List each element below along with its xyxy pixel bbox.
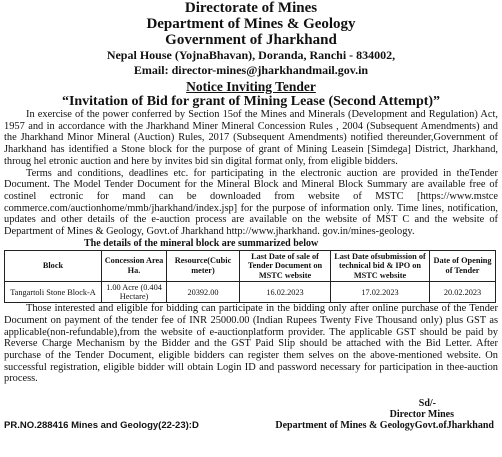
designation: Director Mines — [389, 409, 454, 420]
table-header-row — [5, 250, 496, 282]
notice-title: Notice Inviting Tender — [186, 79, 316, 94]
mineral-block-table — [4, 250, 496, 304]
cell-area: 1.00 Acre (0.404 Hectare) — [102, 282, 167, 303]
cell-resource: 20392.00 — [167, 282, 240, 303]
cell-block: Tangartoli Stone Block-A — [5, 282, 102, 303]
email-line: Email: director-mines@jharkhandmail.gov.in — [133, 63, 369, 77]
col-opening-date: Date of Opening of Tender — [430, 250, 496, 282]
address-line: Nepal House (YojnaBhavan), Doranda, Ranchi - 834002, — [106, 48, 396, 62]
table-caption: The details of the mineral block are summarized below — [84, 237, 319, 249]
directorate-title: Directorate of Mines — [184, 0, 318, 16]
cell-sale-date: 16.02.2023 — [240, 282, 331, 303]
col-sale-date: Last Date of sale of Tender Document on MSTC website — [240, 250, 331, 282]
signature-block — [4, 398, 498, 420]
letterhead — [4, 0, 498, 78]
col-submission-date: Last Date ofsubmission of technical bid & IPO on MSTC website — [331, 250, 430, 282]
col-area: Concession Area Ha. — [102, 250, 167, 282]
cell-opening-date: 20.02.2023 — [430, 282, 496, 303]
cell-submission-date: 17.02.2023 — [331, 282, 430, 303]
paragraph-terms: Terms and conditions, deadlines etc. for participating in the electronic auction are provided in theTender Document. The Model Tender Document for the Mineral Block and Mineral Block Summary are available free of costinel ectronic for mand can be downloaded from website of MSTC [https://www.mstce commerce.com/auctionhome/mmb/jharkhand/index.jsp] for the purpose of information only. Time lines, notification, updates and other details of the e-auction process are available on the website of MST C and the website of Department of Mines & Geology, Govt.of Jharkhand http://www.jharkhand. gov.in/mines-geology. — [4, 167, 498, 238]
issuing-department: Department of Mines & GeologyGovt.ofJharkhand — [275, 420, 494, 431]
paragraph-intro: In exercise of the power conferred by Section 15of the Mines and Minerals (Development and Regulation) Act, 1957 and in accordance with the Jharkhand Miner Mineral Concession Rules , 2004 (Subsequent Amendments) and the Jharkhand Minor Mineral (Auction) Rules, 2017 (Subsequent Amendments) notified thereunder,Government of Jharkhand has identified a Stone block for the purpose of grant of Mining Leasein [Simdega] District, Jharkhand, throug hel etronic auction and here by invites bid sin digital format only, from eligible bidders. — [4, 109, 498, 167]
footer-bottom-row — [4, 420, 498, 431]
footer — [4, 398, 498, 431]
table-row — [5, 282, 496, 303]
col-resource: Resource(Cubic meter) — [167, 250, 240, 282]
col-block: Block — [5, 250, 102, 282]
paragraph-eligibility: Those interested and eligible for bidding can participate in the bidding only after online purchase of the Tender Document on payment of the tender fee of INR 25000.00 (Indian Rupees Twenty Five Thousand only) plus GST as applicable(non-refundable),from the website of e-auctionplatform provider. The applicable GST should be paid by Reverse Charge Mechanism by the Bidder and the GST Paid Slip should be attached with the Bid Letter. After purchase of the Tender Document, eligible bidders can register them selves on the above-mentioned website. On successful registration, eligible bidder will obtain Login ID and password necessary for participation in thee-auction process. — [4, 303, 498, 385]
pr-number: PR.NO.288416 Mines and Geology(22-23):D — [4, 420, 199, 431]
notice-subtitle: “Invitation of Bid for grant of Mining Lease (Second Attempt)” — [61, 94, 441, 109]
signature-mark: Sd/- — [418, 398, 436, 409]
department-title: Department of Mines & Geology — [146, 16, 356, 32]
government-title: Government of Jharkhand — [165, 32, 337, 48]
